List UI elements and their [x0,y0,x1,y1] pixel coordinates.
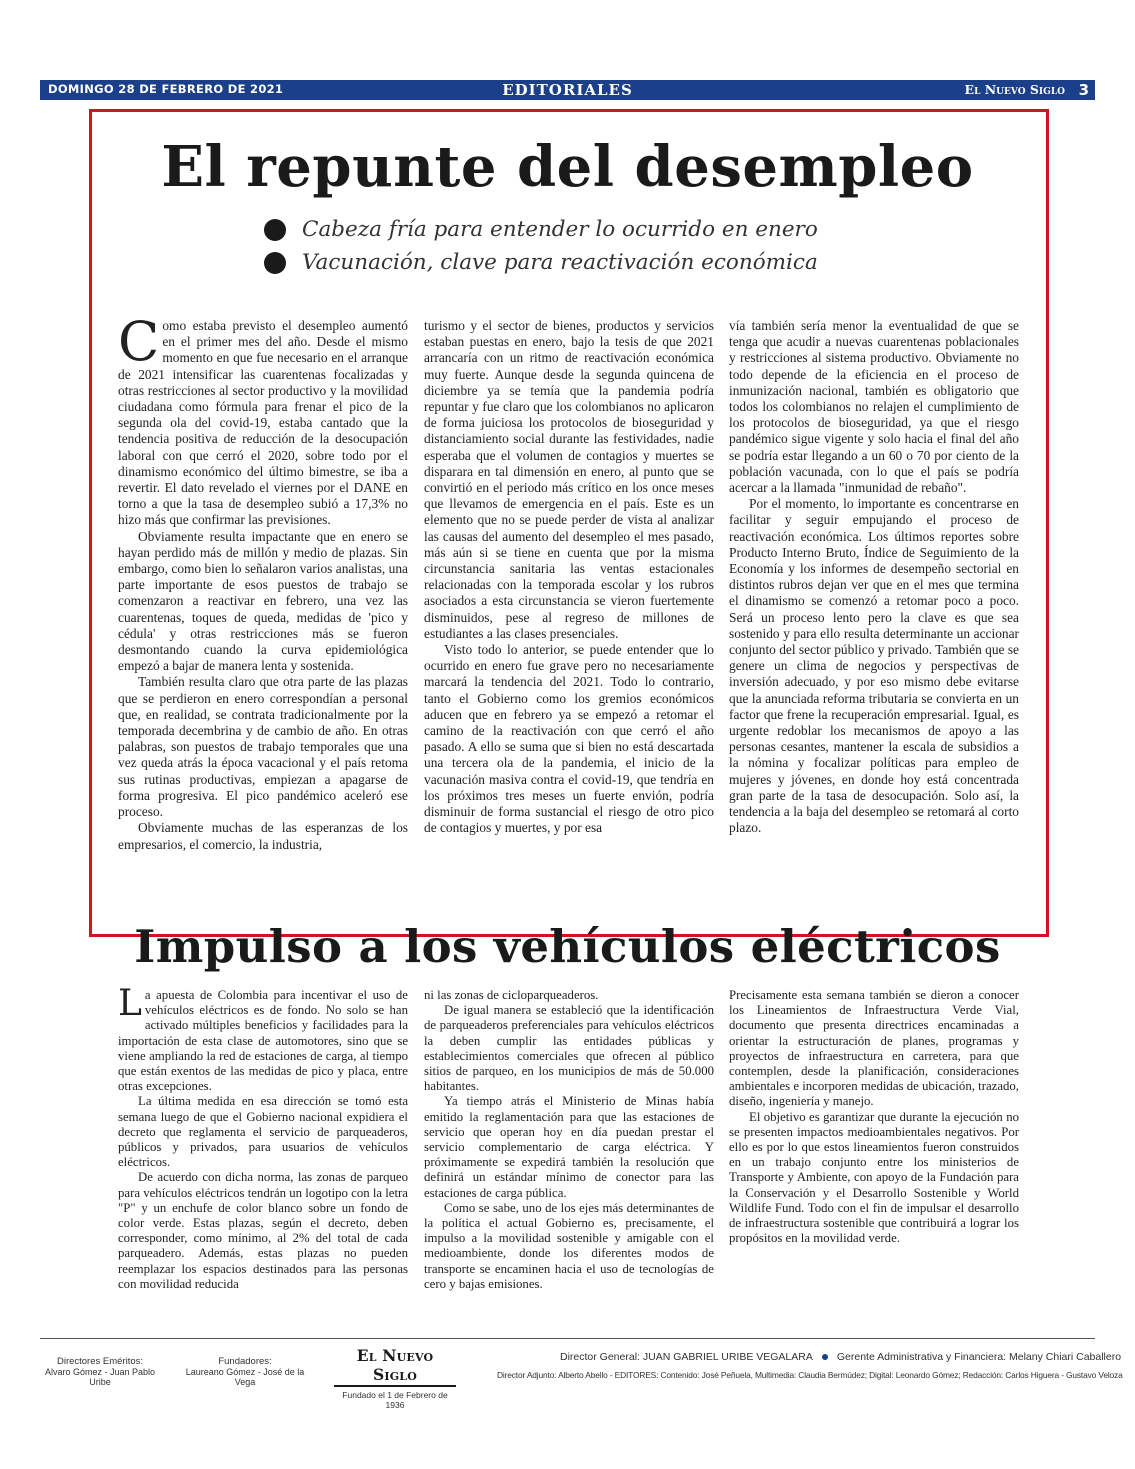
editorial-column-3 [729,318,1019,837]
editorial-paragraph: Por el momento, lo importante es concentrarse en facilitar y seguir empujando el proceso de reactivación económica. Los últimos reportes sobre Producto Interno Bruto, Índice de Seguimiento de la Economía y los informes de desempeño sectorial en distintos rubros dejan ver que en el mes que termina el dinamismo se comenzó a retomar poco a poco. Será un proceso lento pero la clave es que sea sostenido y para ello resulta determinante un accionar conjunto del sector público y privado. También que se genere un clima de negocios y perspectivas de inversión adecuado, y por eso mismo debe evitarse que la anunciada reforma tributaria se convierta en un factor que frene la recuperación empresarial. Igual, es urgente redoblar los mecanismos de apoyo a las personas cesantes, mantener la escala de subsidios a la nómina y focalizar políticas para empleo de mujeres y jóvenes, en donde hoy está concentrada gran parte de la tasa de desocupación. Solo así, la tendencia a la baja del desempleo se retomará al corto plazo. [729,496,1019,836]
directors-names: Alvaro Gómez - Juan Pablo Uribe [44,1367,156,1387]
editorial-subhead [264,246,884,279]
editorial-dropcap: C [118,310,160,373]
editorial-paragraph: Visto todo lo anterior, se puede entender que lo ocurrido en enero fue grave pero no necesariamente marcará la tendencia del 2021. Todo lo contrario, tanto el Gobierno como los gremios económicos aducen que en febrero ya se empezó a retomar el camino de la reactivación con que cerró el año pasado. A ello se suma que si bien no está descartada una tercera ola de la pandemia, el inicio de la vacunación masiva contra el covid-19, que tendría en los próximos tres meses un fuerte envión, podría disminuir de forma sustancial el riesgo de otro pico de contagios y muertes, y por esa [424,642,714,836]
editorial-title: El repunte del desempleo [161,134,974,200]
header-date: DOMINGO 28 DE FEBRERO DE 2021 [48,82,284,96]
article-paragraph: Como se sabe, uno de los ejes más determinantes de la política el actual Gobierno es, precisamente, el impulso a la movilidad sostenible y amigable con el medioambiente, donde los diferentes modos de transporte se encaminen hacia el uso de tecnologías de cero y bajas emisiones. [424,1200,714,1291]
article-paragraph [118,983,408,1094]
editorial-subheads [264,213,884,279]
article-column-1 [118,983,408,1292]
bullet-dot-icon [264,219,286,241]
editorial-paragraph: También resulta claro que otra parte de las plazas que se perdieron en enero correspondían a personal que, en realidad, se contrata tradicionalmente por la temporada decembrina y de cambio de año. En otras palabras, son puestos de trabajo temporales que una vez queda atrás la época vacacional y el país retoma sus rutinas productivas, empiezan a apagarse de forma progresiva. El pico pandémico aceleró ese proceso. [118,674,408,820]
editorial-paragraph: vía también sería menor la eventualidad de que se tenga que acudir a nuevas cuarentenas poblacionales y restricciones al sistema productivo. Obviamente no todo depende de la eficiencia en el proceso de inmunización nacional, también es obligatorio que todos los colombianos no relajen el cumplimiento de los protocolos de bioseguridad, ya que el riesgo pandémico sigue vigente y solo hacia el final del año se podría estar llegando a un 60 o 70 por ciento de la población vacunada, con lo que el país se podría acercar a la llamada "inmunidad de rebaño". [729,318,1019,496]
header-page-number: 3 [1078,81,1089,99]
staff-main-line [497,1351,1122,1363]
editorial-paragraph [118,310,408,529]
article-paragraph-text: a apuesta de Colombia para incentivar el uso de vehículos eléctricos es de fondo. No solo se han activado múltiples beneficios y facilidades para la importación de esta clase de automotores, sino que se viene ampliando la red de estaciones de carga, al tiempo que están exentos de las medidas de pico y placa, entre otras excepciones. [118,988,408,1094]
manager: Gerente Administrativa y Financiera: Melany Chiari Caballero [836,1351,1122,1363]
editorial-subhead-text: Cabeza fría para entender lo ocurrido en enero [302,217,818,242]
editorial-paragraph: turismo y el sector de bienes, productos y servicios estaban puestas en enero, bajo la tesis de que 2021 arrancaría con un ritmo de reactivación económica muy fuerte. Aunque desde la segunda quincena de diciembre ya se temía que la pandemia podría repuntar y fue claro que los colombianos no aplicaron de forma juiciosa los protocolos de bioseguridad y distanciamiento social durante las festividades, nadie esperaba que el volumen de contagios y muertes se disparara en tal dimensión en enero, al punto que se convirtió en el periodo más crítico en los once meses que llevamos de emergencia en el país. Este es un elemento que no se puede perder de vista al analizar las causas del aumento del desempleo el mes pasado, más aún si se tiene en cuenta que por la misma circunstancia sanitaria las ventas estacionales relacionadas con la temporada escolar y los rubros asociados a esta circunstancia se vieron fuertemente disminuidos, pese al regreso de millones de estudiantes a las clases presenciales. [424,318,714,641]
editorial-paragraph: Obviamente resulta impactante que en enero se hayan perdido más de millón y medio de plazas. Sin embargo, como bien lo señalaron varios analistas, una parte importante de esos puestos de trabajo se comenzaron a reactivar en febrero, una vez las cuarentenas, toques de queda, medidas de 'pico y cédula' y otras restricciones más se fueron desmontando cuando la curva epidemiológica empezó a bajar de manera lenta y sostenida. [118,528,408,674]
founders-names: Laureano Gómez - José de la Vega [185,1367,305,1387]
bullet-dot-icon [264,252,286,274]
footer-directors [40,1356,160,1387]
article-paragraph: La última medida en esa dirección se tomó esta semana luego de que el Gobierno nacional expidiera el decreto que reglamenta el servicio de parqueaderos, públicos y privados, para usuarios de vehículos eléctricos. [118,1094,408,1170]
page-header-bar [40,80,1095,100]
header-section: EDITORIALES [502,81,633,99]
editorial-subhead [264,213,884,246]
footer-staff [497,1351,1123,1380]
footer-logo [334,1346,456,1410]
editorial-paragraph: Obviamente muchas de las esperanzas de los empresarios, el comercio, la industria, [118,820,408,852]
staff-editors: Director Adjunto: Alberto Abello - EDITORES: Contenido: José Peñuela, Multimedia: Claudia Bermúdez; Digital: Leonardo Gómez; Redacción: Carlos Higuera - Gustavo Veloza [497,1370,1123,1380]
article-paragraph: De igual manera se estableció que la identificación de parqueaderos preferenciales para vehículos eléctricos la deben cumplir las entidades públicas y establecimientos comerciales que ofrecen al público sitios de parqueo, en los municipios de más de 50.000 habitantes. [424,1003,714,1094]
separator-dot-icon [822,1354,828,1360]
directors-label: Directores Eméritos: [56,1356,144,1367]
footer-founders [180,1356,310,1387]
director-general: Director General: JUAN GABRIEL URIBE VEGALARA [560,1351,813,1363]
article-column-2 [424,988,714,1292]
article-paragraph: De acuerdo con dicha norma, las zonas de parqueo para vehículos eléctricos tendrán un logotipo con la letra "P" y un enchufe de color blanco sobre un fondo de color verde. Estas plazas, según el decreto, deben corresponder, como mínimo, al 2% del total de cada parqueadero. Además, estas plazas no pueden reemplazar los espacios destinados para las personas con movilidad reducida [118,1170,408,1291]
article-dropcap: L [118,983,142,1024]
logo-rule [334,1385,456,1387]
editorial-paragraph-text: omo estaba previsto el desempleo aumentó en el primer mes del año. Desde el mismo momento en que fue necesario en el arranque de 2021 intensificar las cuarentenas focalizadas y otras restricciones al sector productivo y la movilidad ciudadana como fórmula para frenar el pico de la segunda ola del covid-19, estaba cantado que la tendencia positiva de reducción de la desocupación laboral con que cerró el 2020, sobre todo por el dinamismo económico del último bimestre, se iba a revertir. El dato revelado el viernes por el DANE en torno a que la tasa de desempleo subió a 17,3% no hizo más que confirmar las previsiones. [118,318,408,528]
article-paragraph: El objetivo es garantizar que durante la ejecución no se presenten impactos medioambientales negativos. Por ello es por lo que estos lineamientos fueron construidos en un trabajo conjunto entre los ministerios de Transporte y Ambiente, con apoyo de la Fundación para la Conservación y el Desarrollo Sostenible y World Wildlife Fund. Todo con el fin de impulsar el desarrollo de infraestructura sostenible que contribuirá a lograr los propósitos en la movilidad verde. [729,1109,1019,1246]
founders-label: Fundadores: [218,1356,272,1367]
editorial-column-2 [424,318,714,837]
editorial-subhead-text: Vacunación, clave para reactivación económica [302,250,818,275]
article-paragraph: Precisamente esta semana también se dieron a conocer los Lineamientos de Infraestructura Verde Vial, documento que presenta directrices encaminadas a orientar la estructuración de planes, programas y proyectos de infraestructura en carretera, para que contemplen, desde la planificación, consideraciones ambientales e incorporen medidas de ubicación, trazado, diseño, ingeniería y manejo. [729,988,1019,1109]
header-paper-name: El Nuevo Siglo [964,82,1065,97]
article-column-3 [729,988,1019,1246]
footer-divider [40,1338,1095,1339]
article-paragraph: ni las zonas de cicloparqueaderos. [424,988,599,1002]
article-paragraph: Ya tiempo atrás el Ministerio de Minas había emitido la reglamentación para que las estaciones de servicio que operan hoy en día puedan prestar el servicio complementario de carga eléctrica. Y próximamente se expedirá también la resolución que definirá un estándar mínimo de conector para las estaciones de carga pública. [424,1094,714,1200]
logo-text: El Nuevo Siglo [356,1346,434,1384]
article-title: Impulso a los vehículos eléctricos [134,920,1001,973]
founded-date: Fundado el 1 de Febrero de 1936 [342,1390,448,1410]
editorial-column-1 [118,310,408,853]
